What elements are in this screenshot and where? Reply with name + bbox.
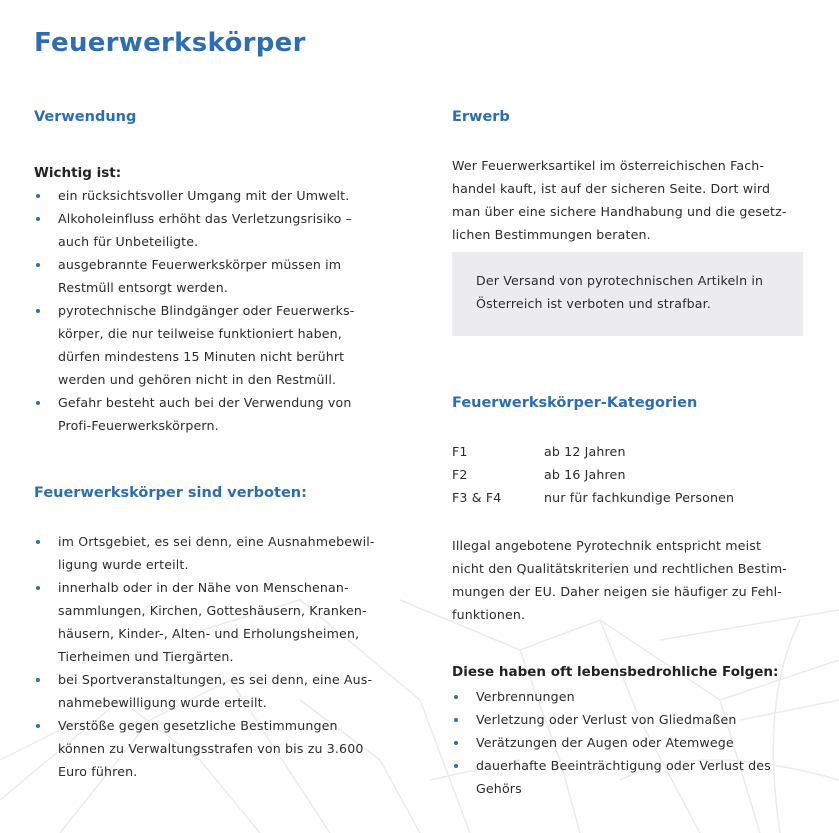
list-item-line: Restmüll entsorgt werden.	[58, 280, 228, 295]
list-item	[34, 184, 394, 207]
page-title: Feuerwerkskörper	[34, 28, 306, 58]
bullet-icon	[36, 217, 40, 221]
list-item	[34, 253, 394, 299]
list-item	[34, 714, 394, 783]
category-row	[452, 463, 734, 486]
note-text	[476, 269, 779, 315]
list-item-line: pyrotechnische Blindgänger oder Feuerwerks-	[58, 303, 355, 318]
subheading-wichtig: Wichtig ist:	[34, 165, 122, 181]
categories-table	[452, 440, 734, 509]
list-item-line: nahmebewilligung wurde erteilt.	[58, 695, 267, 710]
text-line: Wer Feuerwerksartikel im österreichischen Fach-	[452, 158, 765, 173]
text-line: Der Versand von pyrotechnischen Artikeln in	[476, 273, 764, 288]
list-item-line: ein rücksichtsvoller Umgang mit der Umwelt.	[58, 188, 350, 203]
list-item-line: körper, die nur teilweise funktioniert haben,	[58, 326, 342, 341]
category-code: F3 & F4	[452, 490, 502, 505]
list-item	[34, 530, 394, 576]
list-item	[452, 708, 812, 731]
text-line: Illegal angebotene Pyrotechnik entspricht meist	[452, 538, 762, 553]
list-item-line: sammlungen, Kirchen, Gotteshäusern, Kranken-	[58, 603, 367, 618]
list-item-line: Gehörs	[476, 781, 522, 796]
kategorien-paragraph	[452, 534, 792, 626]
erwerb-paragraph	[452, 154, 792, 246]
list-item-line: dürfen mindestens 15 Minuten nicht berührt	[58, 349, 345, 364]
category-description: ab 16 Jahren	[544, 467, 626, 482]
subheading-folgen: Diese haben oft lebensbedrohliche Folgen:	[452, 664, 779, 680]
list-item	[452, 685, 812, 708]
list-item	[452, 754, 812, 800]
verwendung-list	[34, 184, 394, 437]
list-item-line: Gefahr besteht auch bei der Verwendung von	[58, 395, 352, 410]
bullet-icon	[36, 724, 40, 728]
list-item-line: im Ortsgebiet, es sei denn, eine Ausnahmebewil-	[58, 534, 375, 549]
list-item-line: Euro führen.	[58, 764, 138, 779]
list-item-line: Verbrennungen	[476, 689, 575, 704]
list-item	[34, 207, 394, 253]
section-heading-verwendung: Verwendung	[34, 109, 137, 125]
list-item-line: können zu Verwaltungsstrafen von bis zu 3.600	[58, 741, 364, 756]
category-row	[452, 440, 734, 463]
category-code: F2	[452, 467, 468, 482]
text-line: handel kauft, ist auf der sicheren Seite. Dort wird	[452, 181, 771, 196]
text-line: lichen Bestimmungen beraten.	[452, 227, 651, 242]
text-line: Österreich ist verboten und strafbar.	[476, 296, 711, 311]
bullet-icon	[36, 194, 40, 198]
list-item-line: innerhalb oder in der Nähe von Menschenan-	[58, 580, 349, 595]
category-code: F1	[452, 444, 468, 459]
list-item-line: Tierheimen und Tiergärten.	[58, 649, 234, 664]
text-line: funktionen.	[452, 607, 526, 622]
verboten-list	[34, 530, 394, 783]
text-line: nicht den Qualitätskriterien und rechtlichen Bestim-	[452, 561, 787, 576]
list-item	[34, 299, 394, 391]
bullet-icon	[454, 741, 458, 745]
list-item-line: Alkoholeinfluss erhöht das Verletzungsrisiko –	[58, 211, 353, 226]
bullet-icon	[36, 586, 40, 590]
bullet-icon	[36, 678, 40, 682]
folgen-list	[452, 685, 812, 800]
list-item-line: werden und gehören nicht in den Restmüll.	[58, 372, 337, 387]
list-item-line: dauerhafte Beeinträchtigung oder Verlust des	[476, 758, 771, 773]
bullet-icon	[454, 695, 458, 699]
bullet-icon	[36, 309, 40, 313]
category-description: nur für fachkundige Personen	[544, 490, 735, 505]
list-item-line: auch für Unbeteiligte.	[58, 234, 199, 249]
section-heading-kategorien: Feuerwerkskörper-Kategorien	[452, 395, 698, 411]
text-line: mungen der EU. Daher neigen sie häufiger zu Fehl-	[452, 584, 782, 599]
section-heading-erwerb: Erwerb	[452, 109, 510, 125]
list-item-line: Verätzungen der Augen oder Atemwege	[476, 735, 734, 750]
note-box	[452, 252, 803, 336]
list-item	[34, 576, 394, 668]
list-item-line: Verstöße gegen gesetzliche Bestimmungen	[58, 718, 338, 733]
list-item-line: ligung wurde erteilt.	[58, 557, 189, 572]
bullet-icon	[36, 401, 40, 405]
category-description: ab 12 Jahren	[544, 444, 626, 459]
list-item	[34, 668, 394, 714]
bullet-icon	[36, 540, 40, 544]
bullet-icon	[454, 718, 458, 722]
text-line: man über eine sichere Handhabung und die gesetz-	[452, 204, 787, 219]
list-item	[452, 731, 812, 754]
list-item-line: Verletzung oder Verlust von Gliedmaßen	[476, 712, 737, 727]
category-row	[452, 486, 734, 509]
bullet-icon	[36, 263, 40, 267]
bullet-icon	[454, 764, 458, 768]
list-item-line: häusern, Kinder-, Alten- und Erholungsheimen,	[58, 626, 360, 641]
section-heading-verboten: Feuerwerkskörper sind verboten:	[34, 485, 307, 501]
list-item	[34, 391, 394, 437]
list-item-line: bei Sportveranstaltungen, es sei denn, eine Aus-	[58, 672, 373, 687]
list-item-line: Profi-Feuerwerkskörpern.	[58, 418, 219, 433]
list-item-line: ausgebrannte Feuerwerkskörper müssen im	[58, 257, 342, 272]
